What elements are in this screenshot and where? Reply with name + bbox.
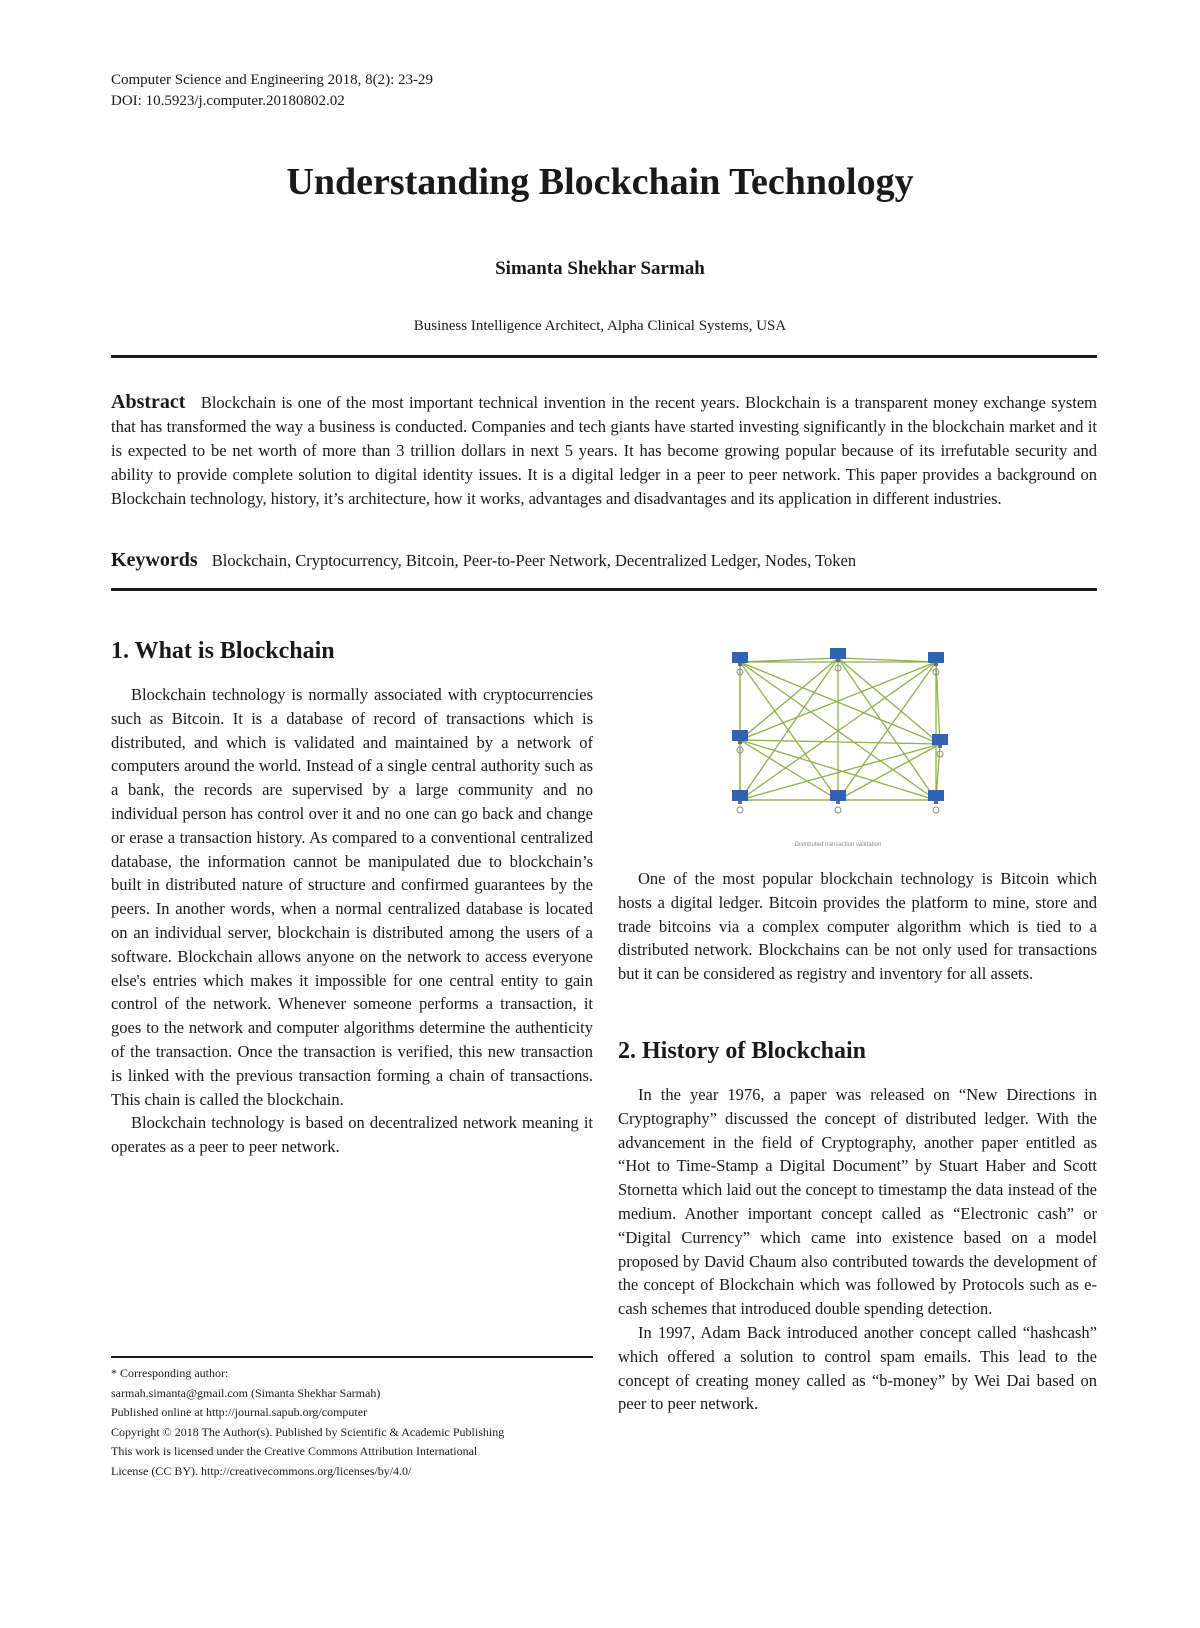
journal-header [111, 70, 433, 112]
section-1-paragraph-1: Blockchain technology is normally associated with cryptocurrencies such as Bitcoin. It is a database of record of transactions which is distributed, and which is validated and maintained by a network of computers around the world. Instead of a single central authority such as a bank, the records are supervised by a large community and no individual person has control over it and no one can go back and change or erase a transaction history. As compared to a conventional centralized database, the information cannot be manipulated due to blockchain’s built in distributed nature of structure and confirmed guarantees by the peers. In another words, when a normal centralized database is located on an individual server, blockchain is distributed among the users of a software. Blockchain allows anyone on the network to access everyone else's entries which makes it impossible for one central entity to gain control of the network. Whenever someone performs a transaction, it goes to the network and computer algorithms determine the authenticity of the transaction. Once the transaction is verified, this new transaction is linked with the previous transaction forming a chain of transactions. This chain is called the blockchain. [111, 685, 593, 1109]
footnote-copyright: Copyright © 2018 The Author(s). Published by Scientific & Academic Publishing [111, 1424, 505, 1439]
network-diagram [718, 640, 998, 880]
computer-node-icon [732, 790, 748, 813]
footnote-license-1: This work is licensed under the Creative Commons Attribution International [111, 1444, 478, 1458]
paper-title: Understanding Blockchain Technology [286, 161, 914, 203]
keywords-label: Keywords [111, 549, 198, 571]
author-affiliation: Business Intelligence Architect, Alpha Clinical Systems, USA [413, 318, 787, 334]
network-edge [740, 658, 838, 740]
abstract-bottom-rule [111, 588, 1097, 591]
computer-node-icon [830, 790, 846, 813]
paper-author: Simanta Shekhar Sarmah [495, 258, 705, 279]
footnote-corresponding: * Corresponding author: [111, 1366, 229, 1380]
section-1-paragraph-3: One of the most popular blockchain technology is Bitcoin which hosts a digital ledger. Bitcoin provides the platform to mine, store and trade bitcoins via a complex computer algorithm which is tied to a distributed network. Blockchains can be not only used for transactions but it can be considered as registry and inventory for all assets. [618, 869, 1097, 984]
section-2-body [618, 1083, 1097, 1416]
footnote-rule [111, 1356, 593, 1358]
top-rule [111, 355, 1097, 358]
journal-citation: Computer Science and Engineering 2018, 8(2): 23-29 [111, 72, 434, 88]
section-1-heading: 1. What is Blockchain [111, 638, 335, 664]
network-edges [740, 658, 940, 800]
figure-caption: Distributed transaction validation [794, 842, 882, 848]
section-1-paragraph-2: Blockchain technology is based on decentralized network meaning it operates as a peer to peer network. [111, 1113, 593, 1157]
computer-node-icon [928, 790, 944, 813]
network-edge [740, 740, 838, 800]
abstract-text: Blockchain is one of the most important technical invention in the recent years. Blockchain is a transparent money exchange system that has transformed the way a business is conducted. Companies and tech giants have started investing significantly in the blockchain market and it is expected to be net worth of more than 3 trillion dollars in next 5 years. It has become growing popular because of its irrefutable security and ability to provide complete solution to digital identity issues. It is a digital ledger in a peer to peer network. This paper provides a background on Blockchain technology, history, it’s architecture, how it works, advantages and disadvantages and its application in different industries. [111, 393, 1098, 508]
network-figure [718, 640, 998, 880]
section-2-paragraph-2: In 1997, Adam Back introduced another concept called “hashcash” which offered a solution to control spam emails. This lead to the concept of creating money called as “b-money” by Wei Dai based on peer to peer network. [618, 1322, 1097, 1414]
journal-doi[interactable]: DOI: 10.5923/j.computer.20180802.02 [111, 93, 345, 109]
keywords [111, 548, 1097, 573]
section-1-body [111, 683, 593, 1159]
footnote [111, 1364, 593, 1481]
footnote-license-2[interactable]: License (CC BY). http://creativecommons.org/licenses/by/4.0/ [111, 1463, 412, 1478]
abstract-label: Abstract [111, 391, 186, 413]
section-2-heading: 2. History of Blockchain [618, 1038, 867, 1064]
section-1-continued [618, 867, 1097, 986]
network-edge [740, 740, 940, 744]
section-2-paragraph-1: In the year 1976, a paper was released on “New Directions in Cryptography” discussed the concept of distributed ledger. With the advancement in the field of Cryptography, another paper entitled as “Hot to Time-Stamp a Digital Document” by Stuart Haber and Scott Stornetta which laid out the concept to timestamp the data instead of the medium. Another important concept called as “Electronic cash” or “Digital Currency” which came into existence based on a model proposed by David Chaum also contributed towards the development of the concept of Blockchain which was followed by Protocols such as e-cash schemes that introduced double spending detection. [618, 1085, 1097, 1319]
abstract [111, 390, 1097, 511]
footnote-email[interactable]: sarmah.simanta@gmail.com (Simanta Shekhar Sarmah) [111, 1385, 381, 1400]
keywords-text: Blockchain, Cryptocurrency, Bitcoin, Peer-to-Peer Network, Decentralized Ledger, Nodes, Token [211, 551, 857, 570]
footnote-published[interactable]: Published online at http://journal.sapub.org/computer [111, 1405, 368, 1419]
